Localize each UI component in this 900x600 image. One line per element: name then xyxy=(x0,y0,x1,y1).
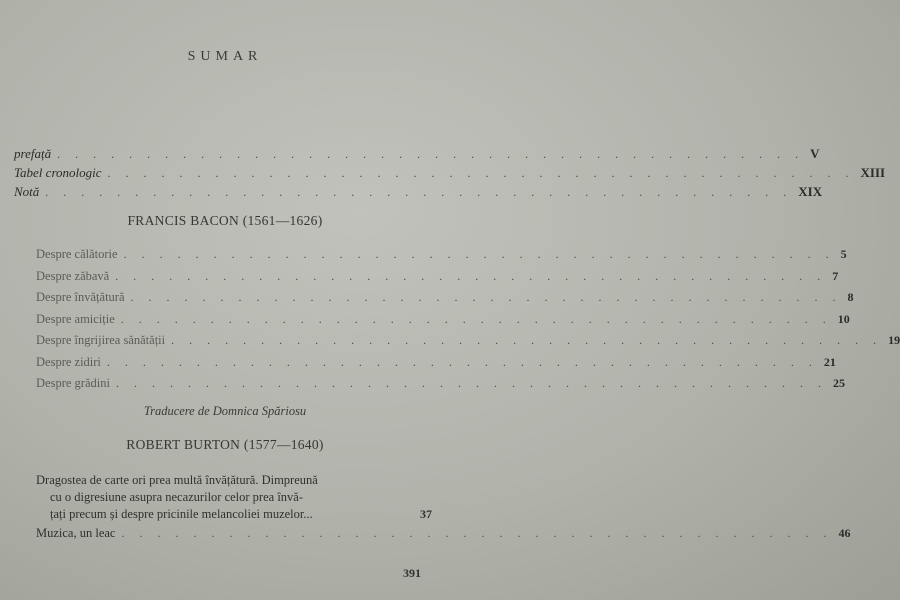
toc-entry xyxy=(36,376,845,391)
toc-entry-page: 10 xyxy=(837,312,850,326)
toc-entry-label: Despre amiciție xyxy=(36,312,115,326)
dot-leader: . . . . . . . . . . . . . . . . . . . . . . . . . . . . . . . . . . . . . . . . xyxy=(130,290,842,304)
page-number: 391 xyxy=(403,566,421,580)
toc-entry-page: 25 xyxy=(832,376,845,390)
toc-entry-page: 5 xyxy=(840,247,847,261)
toc-entry-label: Despre zidiri xyxy=(36,355,101,369)
dot-leader: . . . . . . . . . . . . . . . . . . . . . . . . . . . . . . . . . . . . . . . . xyxy=(171,333,883,347)
toc-entry-preface xyxy=(14,146,820,162)
toc-entry-label: Muzica, un leac xyxy=(36,526,116,540)
toc-entry-chronology xyxy=(14,165,886,181)
toc-entry-label: Despre grădini xyxy=(36,376,110,390)
toc-entry-label: Despre zăbavă xyxy=(36,269,110,283)
section-heading-bacon: FRANCIS BACON (1561—1626) xyxy=(127,213,323,228)
toc-entry-label: Tabel cronologic xyxy=(14,165,102,180)
toc-entry xyxy=(36,312,850,327)
dot-leader: . . . . . . . . . . . . . . . . . . . . . . . . . . . . . . . . . . . . . . . . . . xyxy=(57,147,805,161)
page-title: SUMAR xyxy=(187,49,263,64)
toc-entry-label: Despre îngrijirea sănătății xyxy=(36,333,166,347)
dot-leader: . . . . . . . . . . . . . . . . . . . . . . . . . . . . . . . . . . . . . . . . xyxy=(120,312,832,326)
toc-entry-page: XIII xyxy=(860,165,886,180)
dot-leader: . . . . . . . . . . . . . . . . . . . . . . . . . . . . . . . . . . . . . . . . xyxy=(115,376,827,390)
entry-line: cu o digresiune asupra necazurilor celor prea învă- xyxy=(50,490,304,504)
entry-line-text: țați precum și despre pricinile melancoliei muzelor... xyxy=(50,507,313,521)
toc-entry-page: 37 xyxy=(420,507,432,521)
dot-leader: . . . . . . . . . . . . . . . . . . . . . . . . . . . . . . . . . . . . . . . . xyxy=(121,526,833,540)
toc-entry-page: 46 xyxy=(838,526,851,540)
toc-entry xyxy=(36,526,851,541)
toc-entry-label: Despre învățătură xyxy=(36,290,125,304)
toc-entry xyxy=(36,247,847,262)
toc-entry-label: Despre călătorie xyxy=(36,247,118,261)
toc-entry-page: 8 xyxy=(847,290,854,304)
toc-entry-note xyxy=(14,184,823,200)
toc-entry-label: prefață xyxy=(14,146,52,161)
dot-leader: . . . . . . . . . . . . . . . . . . . . . . . . . . . . . . . . . . . . . . . . xyxy=(115,269,827,283)
translator-credit: Traducere de Domnica Spăriosu xyxy=(143,404,307,418)
toc-entry xyxy=(36,333,900,348)
toc-entry xyxy=(36,355,836,370)
dot-leader: . . . . . . . . . . . . . . . . . . . . . . . . . . . . . . . . . . . . . . . . xyxy=(106,355,818,369)
section-heading-burton: ROBERT BURTON (1577—1640) xyxy=(126,437,324,452)
toc-entry xyxy=(36,290,854,305)
toc-entry-page: XIX xyxy=(798,184,823,199)
toc-entry-multiline xyxy=(36,472,432,523)
toc-entry xyxy=(36,269,839,284)
dot-leader: . . . . . . . . . . . . . . . . . . . . . . . . . . . . . . . . . . . . . . . . . . xyxy=(107,166,855,180)
dot-leader: . . . . . . . . . . . . . . . . . . . . . . . . . . . . . . . . . . . . . . . . . . xyxy=(45,185,793,199)
entry-line-last xyxy=(36,506,432,523)
toc-entry-page: 21 xyxy=(823,355,836,369)
toc-entry-page: 19 xyxy=(888,333,900,347)
toc-entry-label: Notă xyxy=(14,184,40,199)
entry-line: Dragostea de carte ori prea multă învățătură. Dimpreună xyxy=(36,473,318,487)
dot-leader: . . . . . . . . . . . . . . . . . . . . . . . . . . . . . . . . . . . . . . . . xyxy=(123,247,835,261)
toc-entry-page: V xyxy=(810,146,820,161)
toc-entry-page: 7 xyxy=(832,269,839,283)
